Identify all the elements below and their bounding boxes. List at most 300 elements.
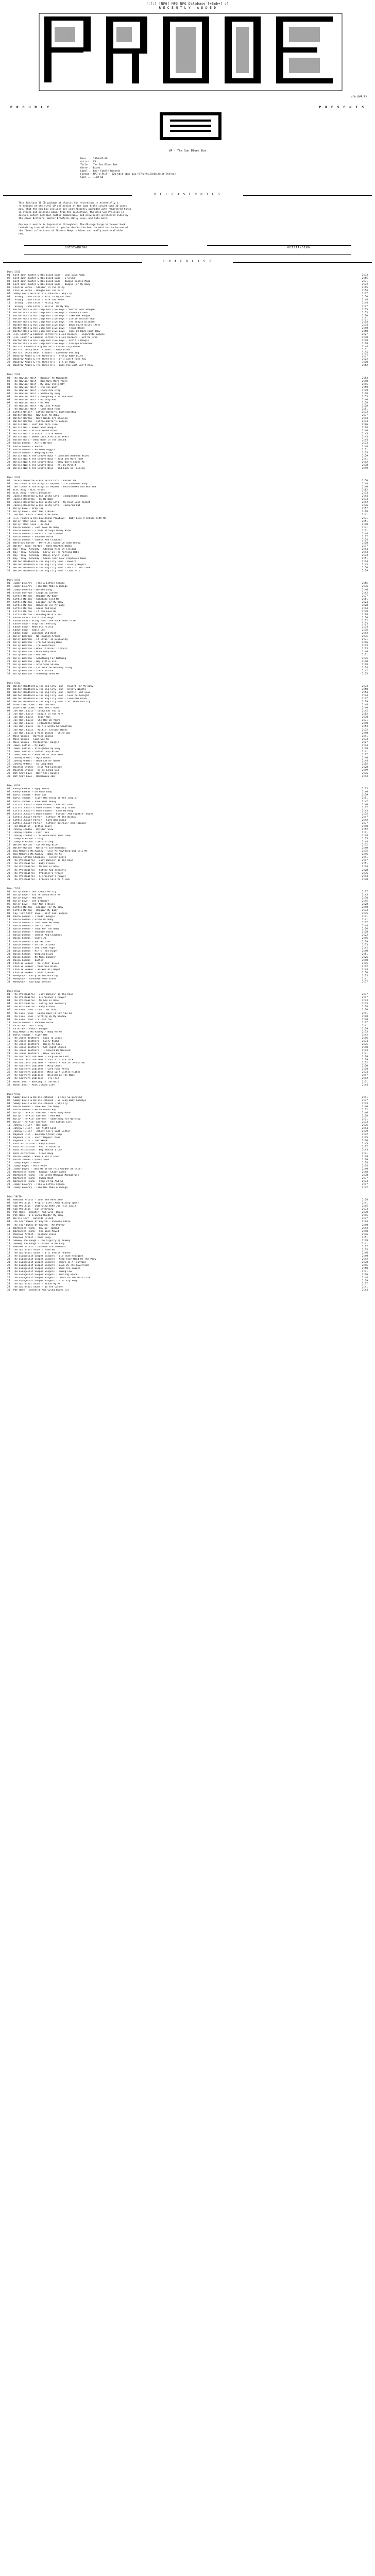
track-duration: 2:41 (362, 750, 368, 753)
track-number: 30 (7, 878, 10, 881)
track-duration: 2:31 (362, 529, 368, 532)
track-duration: 2:45 (362, 900, 368, 903)
track-duration: 2:48 (362, 445, 368, 448)
track-number: 15 (7, 831, 10, 834)
track-number: 15 (7, 728, 10, 732)
presents-label: P R E S E N T S (319, 105, 365, 109)
track-number: 28 (7, 461, 10, 464)
track-number: 03 (7, 1102, 10, 1105)
track-duration: 2:46 (362, 1251, 368, 1255)
track-duration: 3:02 (362, 489, 368, 492)
track-title: James Cotton - Hold Me In Your Arms (13, 753, 63, 756)
track-number: 28 (7, 975, 10, 978)
track-title: Mose Vinson - Worried Boogie (13, 735, 54, 738)
track-number: 05 (7, 800, 10, 803)
track-duration: 2:43 (362, 1049, 368, 1053)
track-number: 16 (7, 526, 10, 529)
track-duration: 2:30 (362, 878, 368, 881)
track-number: 03 (7, 896, 10, 900)
track-number: 24 (7, 346, 10, 349)
track-title: Smokey Joe Baugh - The Signifying Monkey (13, 1239, 71, 1242)
track-duration: 2:36 (362, 1056, 368, 1059)
track-number: 20 (7, 1053, 10, 1056)
release-info-line: Size ..: 1.18 GB (80, 176, 104, 179)
track-number: 21 (7, 439, 10, 442)
track-number: 06 (7, 598, 10, 601)
track-duration: 2:41 (362, 1024, 368, 1027)
track-title: Rudi Richardson - Why Should I Cry (13, 1149, 62, 1152)
track-number: 28 (7, 769, 10, 772)
track-title: The Jones Brothers - Bless My Soul (13, 1043, 62, 1046)
track-number: 25 (7, 657, 10, 660)
track-duration: 2:45 (362, 383, 368, 386)
track-title: Walter 'Tang' Horton - Hard Hearted Woman (13, 545, 72, 548)
track-duration: 2:33 (362, 648, 368, 651)
track-title: Harmonica Frank - Rockin' Chair Daddy (13, 1171, 66, 1174)
track-number: 15 (7, 1140, 10, 1143)
track-duration: 2:36 (362, 504, 368, 507)
track-number: 29 (7, 567, 10, 570)
track-number: 20 (7, 950, 10, 953)
track-duration: 2:51 (362, 862, 368, 866)
track-number: 05 (7, 286, 10, 290)
track-duration: 2:33 (362, 274, 368, 277)
track-duration: 2:37 (362, 355, 368, 358)
track-title: Jackie Brenston & His Delta Cats - Rocket 88 (13, 479, 76, 482)
track-duration: 2:30 (362, 660, 368, 663)
track-title: Woodrow Adams & The Three B's - Baby You Just Don't Know (13, 364, 93, 367)
track-title: Johnny Fuller - Johnny Ace's Last Letter (13, 1130, 71, 1133)
track-number: 10 (7, 302, 10, 305)
track-title: The Southern Jubilees - Forgive Me Lord (13, 1056, 69, 1059)
track-duration: 2:31 (362, 916, 368, 919)
track-number: 22 (7, 545, 10, 548)
track-number: 10 (7, 1227, 10, 1230)
disc-title: Disc 6/10 (7, 785, 20, 788)
track-number: 21 (7, 541, 10, 545)
track-number: 17 (7, 940, 10, 943)
track-number: 05 (7, 389, 10, 392)
track-title: Lost John Hunter & His Blind Bats - Cool Down Mama (13, 274, 85, 277)
track-title: Sammy Lewis & Willie Johnson - Why Cry (13, 1102, 68, 1105)
track-title: The Southern Jubilees - I'm Free (13, 1077, 59, 1080)
track-duration: 2:36 (362, 1124, 368, 1127)
track-number: 14 (7, 1033, 10, 1037)
track-title: Little Milton - Somebody Told Me (13, 598, 59, 601)
track-number: 28 (7, 564, 10, 567)
track-duration: 2:48 (362, 1171, 368, 1174)
track-duration: 2:35 (362, 838, 368, 841)
track-duration: 2:43 (362, 551, 368, 554)
track-title: Rosco Gordon - We're Gonna Bop (13, 1108, 56, 1111)
track-title: Billy Love - Gee I Wonder (13, 900, 49, 903)
track-title: Billy 'The Kid' Emerson - Hey Little Girl (13, 1121, 72, 1124)
track-number: 21 (7, 645, 10, 648)
track-duration: 2:55 (362, 582, 368, 585)
track-duration: 2:31 (362, 654, 368, 657)
track-duration: 2:40 (362, 523, 368, 526)
track-number: 30 (7, 1187, 10, 1190)
track-title: Billy Emerson - No Teasing Around (13, 635, 61, 638)
nfo-document (3, 0, 372, 2576)
track-title: The Southern Jubilees - Blessed Be The Name (13, 1074, 75, 1077)
track-title: The Prisonaires - A Prisoner's Prayer (13, 996, 66, 999)
track-number: 16 (7, 1040, 10, 1043)
track-number: 21 (7, 1158, 10, 1161)
track-number: 04 (7, 1208, 10, 1211)
track-title: Jimmy DeBerry - Time Has Made A Change (13, 585, 68, 588)
track-number: 13 (7, 311, 10, 314)
track-number: 16 (7, 629, 10, 632)
track-title: Walter Bradford & The Big City Four - Love Me Tonight (13, 694, 89, 697)
track-duration: 2:22 (362, 358, 368, 361)
track-duration: 2:51 (362, 557, 368, 561)
track-duration: 2:30 (362, 1211, 368, 1214)
track-duration: 2:28 (362, 869, 368, 872)
track-title: Little Junior Parker - Sittin' Drinkin' And Thinkin' (13, 822, 88, 825)
track-duration: 2:29 (362, 570, 368, 573)
track-duration: 2:46 (362, 853, 368, 856)
track-duration: 2:44 (362, 841, 368, 844)
track-number: 19 (7, 946, 10, 950)
track-number: 21 (7, 336, 10, 339)
track-duration: 2:47 (362, 816, 368, 819)
track-duration: 2:37 (362, 1021, 368, 1024)
track-title: Rosco Gordon - Shoobie Oobie (13, 931, 54, 934)
track-title: Willie Nix - Prison Bound Blues (13, 430, 58, 433)
track-number: 06 (7, 906, 10, 909)
track-duration: 2:37 (362, 1177, 368, 1180)
track-title: Jimmy DeBerry - Before Long (13, 588, 52, 591)
track-duration: 2:39 (362, 610, 368, 613)
track-title: The Five Tinos - Gonna Have To Let You Go (13, 1012, 72, 1015)
notes-line: containing tons of historical photos dwarfs the best in what has to be one of (19, 227, 128, 230)
track-number: 26 (7, 1277, 10, 1280)
track-duration: 2:33 (362, 1030, 368, 1033)
track-number: 19 (7, 1255, 10, 1258)
track-title: The Southern Jubilees - Holy Ghost (13, 1065, 62, 1068)
track-duration: 2:38 (362, 1068, 368, 1071)
track-title: Hunki Dori - Rock Island Line (13, 1083, 55, 1087)
track-title: Billy Emerson - The Pleasure (13, 669, 54, 672)
notes-line: the James Brothers, Walter Bradford, Billy Love, and lots more. (19, 217, 109, 221)
track-duration: 2:53 (362, 395, 368, 398)
track-number: 02 (7, 380, 10, 383)
track-number: 12 (7, 308, 10, 311)
notes-line: This fabulous 10-CD package of classic Sun recordings is essentially a (19, 202, 118, 205)
track-title: Jackie Brenston & His Delta Cats - Tuckered Out (13, 504, 80, 507)
track-number: 14 (7, 725, 10, 728)
track-duration: 2:51 (362, 408, 368, 411)
track-number: 04 (7, 900, 10, 903)
track-number: 18 (7, 532, 10, 535)
track-row (7, 1289, 368, 1292)
track-number: 03 (7, 486, 10, 489)
track-row (7, 878, 368, 882)
track-title: Ted Randolph - Bitter Tears (13, 825, 52, 828)
track-number: 20 (7, 847, 10, 850)
track-number: 13 (7, 619, 10, 622)
track-title: Woodrow Adams & The Three B's - Pretty Baby Blues (13, 355, 83, 358)
notes-line: now. (19, 233, 25, 236)
track-title: Rosco Gordon - Booted (13, 445, 44, 448)
track-duration: 2:37 (362, 753, 368, 756)
track-number: 16 (7, 423, 10, 427)
track-number: 25 (7, 554, 10, 557)
track-duration: 2:39 (362, 701, 368, 704)
track-number: 06 (7, 290, 10, 293)
track-number: 04 (7, 489, 10, 492)
track-duration: 2:28 (362, 511, 368, 514)
track-number: 11 (7, 408, 10, 411)
track-title: Unknown Artist - John The Revelator (13, 1199, 63, 1202)
track-duration: 2:44 (362, 346, 368, 349)
track-number: 01 (7, 479, 10, 482)
track-duration: 2:52 (362, 828, 368, 831)
track-duration: 2:40 (362, 722, 368, 725)
track-title: Willie Nix - Seems Like A Million Years (13, 436, 69, 439)
track-title: The Evangelist Gospel Singers - Jesus On The Main Line (13, 1277, 91, 1280)
track-number: 26 (7, 352, 10, 355)
track-number: 09 (7, 1224, 10, 1227)
track-duration: 2:38 (362, 1174, 368, 1177)
track-title: Eddie Snow - Bring Your Love Back Home To Me (13, 619, 76, 622)
track-duration: 2:37 (362, 595, 368, 598)
track-duration: 2:30 (362, 314, 368, 317)
track-number: 28 (7, 666, 10, 669)
track-title: Harmonica Frank - Swamp Root (13, 1177, 54, 1180)
track-title: Harmonica Frank - Step It Up And Go (13, 1180, 63, 1183)
release-notes-header (3, 192, 372, 199)
track-number: 06 (7, 803, 10, 806)
track-number: 01 (7, 788, 10, 791)
track-title: Rosco Gordon - Ain't No Use (13, 442, 52, 445)
track-duration: 2:42 (362, 1033, 368, 1037)
track-duration: 2:28 (362, 903, 368, 906)
track-duration: 2:34 (362, 666, 368, 669)
track-number: 29 (7, 1183, 10, 1186)
track-title: James Cotton - Cotton Crop Blues (13, 750, 59, 753)
track-title: Eddie Snow - Stop That Feeling (13, 623, 56, 626)
track-title: Little Milton - Lookin' For My Baby (13, 906, 63, 909)
track-duration: 2:39 (362, 1027, 368, 1030)
track-duration: 2:43 (362, 564, 368, 567)
track-number: 26 (7, 763, 10, 766)
track-title: The Southern Jubilees - Just A Little Talk (13, 1059, 74, 1062)
track-title: The Prisonaires - My God Is Real (13, 999, 59, 1003)
track-number: 04 (7, 1003, 10, 1006)
track-number: 04 (7, 591, 10, 595)
track-duration: 2:41 (362, 1053, 368, 1056)
track-duration: 2:38 (362, 464, 368, 467)
track-number: 24 (7, 551, 10, 554)
track-title: The Spiritual Stars - Hide Me (13, 1248, 55, 1251)
track-number: 15 (7, 317, 10, 320)
track-title: Eddie Snow - Lonesome Old Wind (13, 632, 56, 635)
track-number: 16 (7, 1245, 10, 1248)
track-number: 13 (7, 928, 10, 931)
track-duration: 2:44 (362, 607, 368, 610)
track-title: Billy 'Red' Love - Juiced (13, 523, 49, 526)
track-duration: 2:37 (362, 305, 368, 308)
track-duration: 2:40 (362, 791, 368, 794)
track-number: 27 (7, 663, 10, 666)
track-number: 04 (7, 283, 10, 286)
track-duration: 2:37 (362, 993, 368, 996)
tracklist (3, 269, 372, 1297)
track-number: 02 (7, 688, 10, 691)
track-duration: 2:33 (362, 492, 368, 495)
track-duration: 2:35 (362, 1137, 368, 1140)
disc-title: Disc 9/10 (7, 1093, 20, 1096)
track-number: 03 (7, 794, 10, 797)
track-duration: 2:45 (362, 1143, 368, 1146)
track-duration: 2:37 (362, 535, 368, 538)
track-title: Walter Bradford & The Big City Four - Dreary Nights (13, 564, 87, 567)
track-duration: 2:42 (362, 669, 368, 672)
track-duration: 2:50 (362, 330, 368, 333)
track-title: Little Junior Parker - Fast Bad Woman (13, 819, 66, 822)
track-title: Billy Emerson - I'm Not Going Home (13, 641, 62, 645)
track-title: Coy 'Hot Shot' Love - Wolf Call Boogie (13, 912, 68, 916)
track-number: 08 (7, 809, 10, 812)
track-number: 02 (7, 585, 10, 588)
track-number: 30 (7, 570, 10, 573)
track-title: Billy Emerson - Red Hot (13, 654, 46, 657)
track-title: Billy 'The Kid' Emerson - Something For Nothing (13, 1118, 80, 1121)
track-number: 09 (7, 607, 10, 610)
track-duration: 2:36 (362, 1158, 368, 1161)
track-duration: 2:28 (362, 613, 368, 616)
track-title: Doctor Ross & His Jump And Jive Boys - Country Clown (13, 311, 88, 314)
track-number: 17 (7, 735, 10, 738)
track-title: Little Milton - Beggin' My Baby (13, 909, 58, 912)
track-title: Billy Love - Don't Make Me Cry (13, 890, 56, 893)
track-title: Little Milton - Running Wild Blues (13, 613, 62, 616)
track-duration: 2:42 (362, 965, 368, 968)
track-duration: 2:42 (362, 632, 368, 635)
track-title: 'Sleepy' John Estes - Policy Man (13, 302, 59, 305)
track-duration: 2:40 (362, 950, 368, 953)
track-number: 29 (7, 772, 10, 775)
track-number: 05 (7, 492, 10, 495)
track-title: Billy Emerson - Somebody Show Me (13, 672, 59, 675)
track-duration: 2:44 (362, 968, 368, 971)
track-number: 29 (7, 669, 10, 672)
track-title: Rudi Richardson - Baby Please (13, 1143, 55, 1146)
track-title: Billy Love - Hey Now (13, 896, 42, 900)
track-number: 05 (7, 1108, 10, 1111)
track-duration: 2:45 (362, 1205, 368, 1208)
track-duration: 2:42 (362, 1227, 368, 1230)
track-number: 15 (7, 523, 10, 526)
track-title: Unknown Artist - Mama Long (13, 1236, 50, 1239)
track-duration: 2:36 (362, 872, 368, 875)
track-title: Rosco Gordon - Do The Chicken (13, 943, 55, 946)
track-title: Little Milton - Homesick For My Baby (13, 604, 65, 607)
track-number: 20 (7, 1258, 10, 1261)
track-number: 03 (7, 383, 10, 386)
track-number: 29 (7, 1286, 10, 1289)
track-title: Willie Nix & The Groove Boys - All By Myself (13, 464, 76, 467)
track-duration: 2:41 (362, 735, 368, 738)
track-title: Joe Hill Louis - Hydramatic Woman (13, 722, 61, 725)
release-notes-label: R E L E A S E N O T E S (154, 193, 221, 196)
track-title: The Prisonaires - Baby Please (13, 862, 55, 866)
track-duration: 2:34 (362, 1164, 368, 1167)
track-duration: 2:43 (362, 1149, 368, 1152)
track-duration: 2:44 (362, 548, 368, 551)
track-number: 28 (7, 1077, 10, 1080)
proudly-label: P R O U D L Y (10, 105, 50, 109)
track-number: 23 (7, 548, 10, 551)
track-title: Johnny Fuller - Hey Baby (13, 1124, 48, 1127)
track-title: Joe Hill Louis - Walkin' Talkin' Blues (13, 728, 68, 732)
track-title: Billy Emerson - Little Fine Healthy Thing (13, 666, 72, 669)
track-title: Big Memphis Ma Rainey - Baby No No (13, 853, 62, 856)
track-duration: 2:33 (362, 975, 368, 978)
track-title: Charlie Booker - Walked All Night (13, 968, 61, 971)
track-title: Little Milton - If You Love Me (13, 610, 56, 613)
track-title: Billy 'The Kid' Emerson - Red Hot (13, 1114, 61, 1117)
track-duration: 2:43 (362, 809, 368, 812)
track-number: 15 (7, 934, 10, 937)
track-number: 12 (7, 514, 10, 517)
track-number: 14 (7, 828, 10, 831)
track-duration: 2:35 (362, 812, 368, 816)
track-number: 24 (7, 756, 10, 759)
track-number: 18 (7, 738, 10, 741)
track-title: Mose Vinson - Come See Me (13, 738, 49, 741)
track-title: The Prisonaires - Just Walkin' In The Rain (13, 859, 74, 862)
track-duration: 2:48 (362, 1230, 368, 1233)
track-duration: 2:44 (362, 439, 368, 442)
track-number: 11 (7, 922, 10, 925)
track-duration: 2:51 (362, 598, 368, 601)
track-number: 04 (7, 694, 10, 697)
track-title: Billy Emerson - Something For Nothing (13, 657, 66, 660)
tracklist-label: T R A C K L I S T (163, 260, 212, 263)
track-number: 09 (7, 812, 10, 816)
track-duration: 2:51 (362, 953, 368, 956)
track-duration: 2:38 (362, 340, 368, 343)
track-duration: 2:37 (362, 981, 368, 984)
track-title: Albert Williams - Now She's Gone (13, 707, 59, 710)
track-number: 26 (7, 1071, 10, 1074)
track-title: The Five Tinos - Sitting By My Window (13, 1015, 66, 1018)
track-number: 20 (7, 641, 10, 645)
track-title: 'Sleepy' John Estes - Rats In My Kitchen (13, 296, 71, 299)
track-title: The Howlin' Wolf - Chocolate Drop (13, 389, 61, 392)
track-duration: 2:35 (362, 352, 368, 355)
track-row (7, 467, 368, 470)
track-duration: 2:41 (362, 1152, 368, 1155)
track-duration: 2:24 (362, 538, 368, 541)
track-title: Jimmy Wages - Miss Pearl (13, 1164, 48, 1167)
track-number: 11 (7, 1127, 10, 1130)
track-duration: 2:43 (362, 775, 368, 778)
track-number: 29 (7, 978, 10, 981)
track-number: 27 (7, 869, 10, 872)
track-number: 17 (7, 1043, 10, 1046)
track-title: The Howlin' Wolf - Howlin' At Midnight (13, 377, 68, 380)
track-number: 19 (7, 433, 10, 436)
track-number: 25 (7, 451, 10, 454)
track-number: 23 (7, 959, 10, 962)
track-duration: 2:54 (362, 691, 368, 694)
track-number: 25 (7, 862, 10, 866)
track-title: James Cotton - Straighten Up Baby (13, 747, 61, 750)
